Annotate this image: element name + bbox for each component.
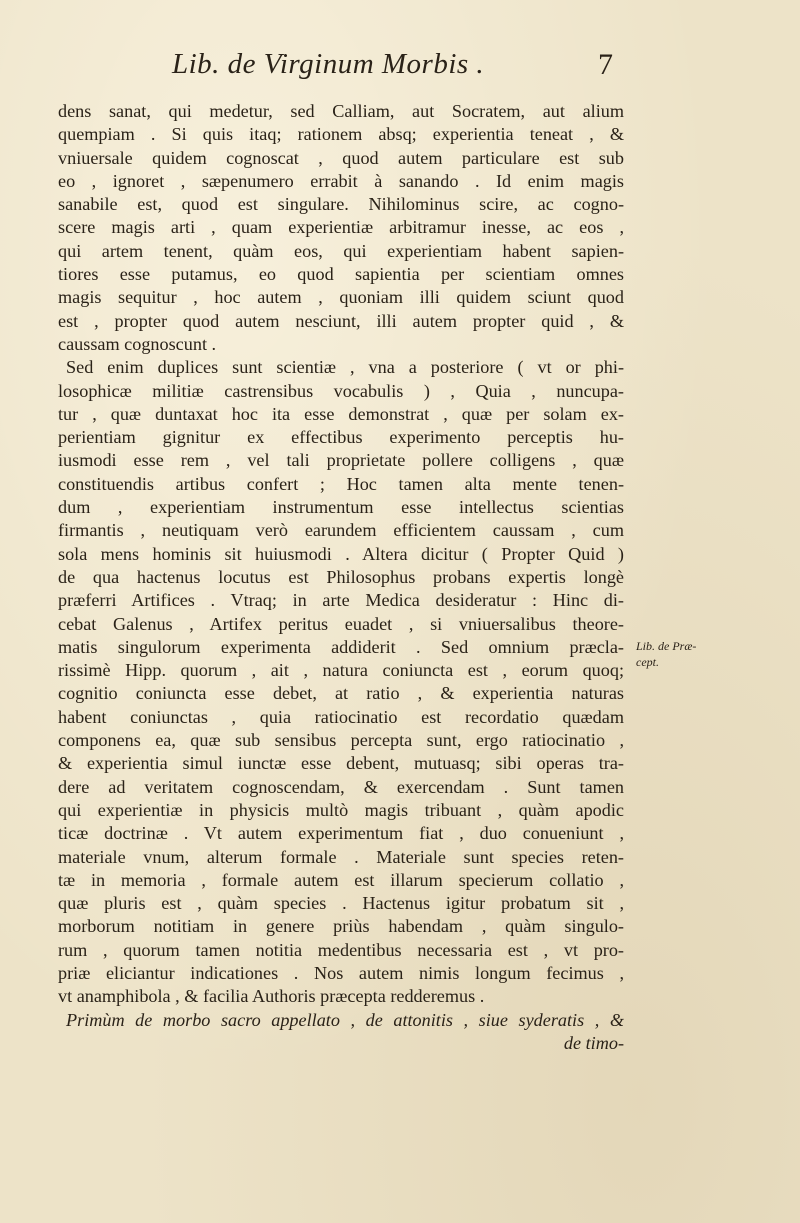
text-line: dere ad veritatem cognoscendam, & exercendam . Sunt tamen bbox=[58, 776, 624, 797]
text-line: est , propter quod autem nesciunt, illi autem propter quid , & bbox=[58, 310, 624, 331]
text-line: constituendis artibus confert ; Hoc tamen alta mente tenen- bbox=[58, 473, 624, 494]
text-line: priæ eliciantur indicationes . Nos autem nimis longum fecimus , bbox=[58, 962, 624, 983]
text-line: Primùm de morbo sacro appellato , de attonitis , siue syderatis , & bbox=[66, 1009, 624, 1030]
text-line: scere magis arti , quam experientiæ arbitramur inesse, ac eos , bbox=[58, 217, 624, 238]
text-line: firmantis , neutiquam verò earundem efficientem caussam , cum bbox=[58, 520, 624, 541]
text-line: morborum notitiam in genere priùs habendam , quàm singulo- bbox=[58, 916, 624, 937]
page-number: 7 bbox=[598, 48, 613, 81]
text-line: dens sanat, qui medetur, sed Calliam, aut Socratem, aut alium bbox=[58, 101, 624, 121]
text-line: cebat Galenus , Artifex peritus euadet , si vniuersalibus theore- bbox=[58, 613, 624, 634]
text-line: dum , experientiam instrumentum esse intellectus scientias bbox=[58, 497, 624, 518]
text-line: Sed enim duplices sunt scientiæ , vna a posteriore ( vt or phi- bbox=[66, 357, 624, 378]
text-line: habent coniunctas , quia ratiocinatio est recordatio quædam bbox=[58, 706, 624, 727]
text-line: vniuersale quidem cognoscat , quod autem particulare est sub bbox=[58, 147, 624, 168]
text-line: cognitio coniuncta esse debet, at ratio , & experientia naturas bbox=[58, 683, 624, 704]
running-title: Lib. de Virginum Morbis . bbox=[172, 48, 485, 80]
text-line: quæ pluris est , quàm species . Hactenus igitur probatum sit , bbox=[58, 893, 624, 914]
text-line: sola mens hominis sit huiusmodi . Altera dicitur ( Propter Quid ) bbox=[58, 543, 624, 564]
text-line: materiale vnum, alterum formale . Materiale sunt species reten- bbox=[58, 846, 624, 867]
text-line: caussam cognoscunt . bbox=[58, 333, 217, 354]
text-line: ticæ doctrinæ . Vt autem experimentum fiat , duo conueniunt , bbox=[58, 823, 624, 844]
text-line: rum , quorum tamen notitia medentibus necessaria est , vt pro- bbox=[58, 939, 624, 960]
text-line: & experientia simul iunctæ esse debent, mutuasq; sibi operas tra- bbox=[58, 753, 624, 774]
text-line: tur , quæ duntaxat hoc ita esse demonstrat , quæ per solam ex- bbox=[58, 403, 624, 424]
margin-note-line: cept. bbox=[636, 655, 659, 669]
page-header bbox=[0, 48, 800, 88]
text-line: qui experientiæ in physicis multò magis tribuant , quàm apodic bbox=[58, 799, 624, 820]
text-line: iusmodi esse rem , vel tali proprietate pollere colligens , quæ bbox=[58, 450, 624, 471]
text-line: perientiam gignitur ex effectibus experimento perceptis hu- bbox=[58, 427, 624, 448]
text-line: losophicæ militiæ castrensibus vocabulis ) , Quia , nuncupa- bbox=[58, 380, 624, 401]
text-line: tæ in memoria , formale autem est illarum specierum collatio , bbox=[58, 869, 624, 890]
text-line: eo , ignoret , sæpenumero errabit à sanando . Id enim magis bbox=[58, 170, 624, 191]
text-line: sanabile est, quod est singulare. Nihilominus scire, ac cogno- bbox=[58, 194, 624, 215]
margin-note bbox=[636, 638, 706, 670]
margin-note-line: Lib. de Præ- bbox=[636, 639, 697, 653]
catchword: de timo- bbox=[563, 1032, 624, 1053]
text-line: matis singulorum experimenta addiderit . Sed omnium præcla- bbox=[58, 636, 624, 657]
text-line: tiores esse putamus, eo quod sapientia per scientiam omnes bbox=[58, 264, 624, 285]
text-line: vt anamphibola , & facilia Authoris præcepta redderemus . bbox=[58, 986, 485, 1007]
text-line: qui artem tenent, quàm eos, qui experientiam habent sapien- bbox=[58, 240, 624, 261]
text-line: quempiam . Si quis itaq; rationem absq; experientia teneat , & bbox=[58, 124, 624, 145]
text-line: componens ea, quæ sub sensibus percepta sunt, ergo ratiocinatio , bbox=[58, 730, 624, 751]
text-line: de qua hactenus locutus est Philosophus probans expertis longè bbox=[58, 566, 624, 587]
text-line: rissimè Hipp. quorum , ait , natura coniuncta est , eorum quoq; bbox=[58, 660, 624, 681]
text-line: præferri Artifices . Vtraq; in arte Medica desideratur : Hinc di- bbox=[58, 590, 624, 611]
text-line: magis sequitur , hoc autem , quoniam illi quidem sciunt quod bbox=[58, 287, 624, 308]
body-text bbox=[58, 100, 624, 1055]
